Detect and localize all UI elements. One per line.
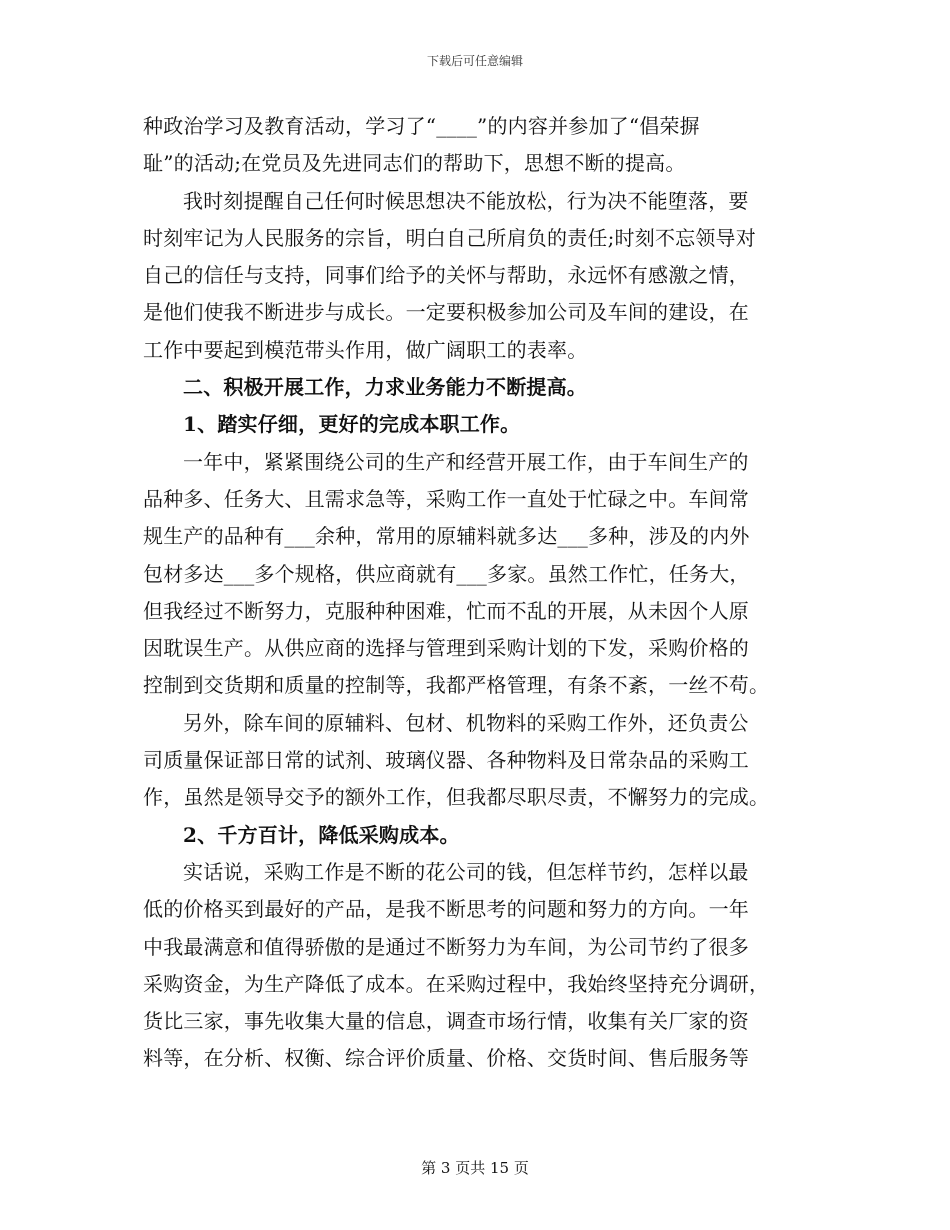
paragraph-line: 工作中要起到模范带头作用，做广阔职工的表率。 [143,337,588,362]
page-header: 下载后可任意编辑 [426,54,523,68]
paragraph-line: 货比三家，事先收集大量的信息，调查市场行情，收集有关厂家的资 [143,1009,749,1034]
paragraph-line: 规生产的品种有___余种，常用的原辅料就多达___多种，涉及的内外 [143,524,750,549]
paragraph-line: 实话说，采购工作是不断的花公司的钱，但怎样节约，怎样以最 [183,859,749,884]
paragraph-line: 包材多达___多个规格，供应商就有___多家。虽然工作忙，任务大， [143,561,750,586]
section-heading-line: 二、积极开展工作，力求业务能力不断提高。 [183,375,587,400]
paragraph-line: 因耽误生产。从供应商的选择与管理到采购计划的下发，采购价格的 [143,636,749,661]
paragraph-line: 另外，除车间的原辅料、包材、机物料的采购工作外，还负责公 [183,710,749,735]
paragraph-line: 是他们使我不断进步与成长。一定要积极参加公司及车间的建设，在 [143,300,749,325]
page-footer: 第 3 页共 15 页 [421,1159,529,1177]
paragraph-line: 品种多、任务大、且需求急等，采购工作一直处于忙碌之中。车间常 [143,486,749,511]
paragraph-line: 种政治学习及教育活动，学习了“____”的内容并参加了“倡荣摒 [143,114,700,138]
paragraph-line: 一年中，紧紧围绕公司的生产和经营开展工作，由于车间生产的 [183,449,749,474]
section-heading-line: 2、千方百计，降低采购成本。 [183,822,460,847]
paragraph-line: 耻”的活动;在党员及先进同志们的帮助下，思想不断的提高。 [143,151,686,176]
paragraph-line: 低的价格买到最好的产品，是我不断思考的问题和努力的方向。一年 [143,897,749,922]
body-text [143,108,803,1078]
paragraph-line: 时刻牢记为人民服务的宗旨，明白自己所肩负的责任;时刻不忘领导对 [143,225,756,250]
paragraph-line: 采购资金，为生产降低了成本。在采购过程中，我始终坚持充分调研， [143,971,770,996]
paragraph-line: 控制到交货期和质量的控制等，我都严格管理，有条不紊，一丝不苟。 [143,673,770,698]
paragraph-line: 司质量保证部日常的试剂、玻璃仪器、各种物料及日常杂品的采购工 [143,748,749,773]
paragraph-line: 自己的信任与支持，同事们给予的关怀与帮助，永远怀有感激之情， [143,263,749,288]
paragraph-line: 但我经过不断努力，克服种种困难，忙而不乱的开展，从未因个人原 [143,598,749,623]
paragraph-line: 作，虽然是领导交予的额外工作，但我都尽职尽责，不懈努力的完成。 [143,785,770,810]
section-heading-line: 1、踏实仔细，更好的完成本职工作。 [183,412,521,437]
paragraph-line: 中我最满意和值得骄傲的是通过不断努力为车间，为公司节约了很多 [143,934,749,959]
paragraph-line: 我时刻提醒自己任何时候思想决不能放松，行为决不能堕落，要 [183,188,749,213]
paragraph-line: 料等，在分析、权衡、综合评价质量、价格、交货时间、售后服务等 [143,1046,749,1071]
